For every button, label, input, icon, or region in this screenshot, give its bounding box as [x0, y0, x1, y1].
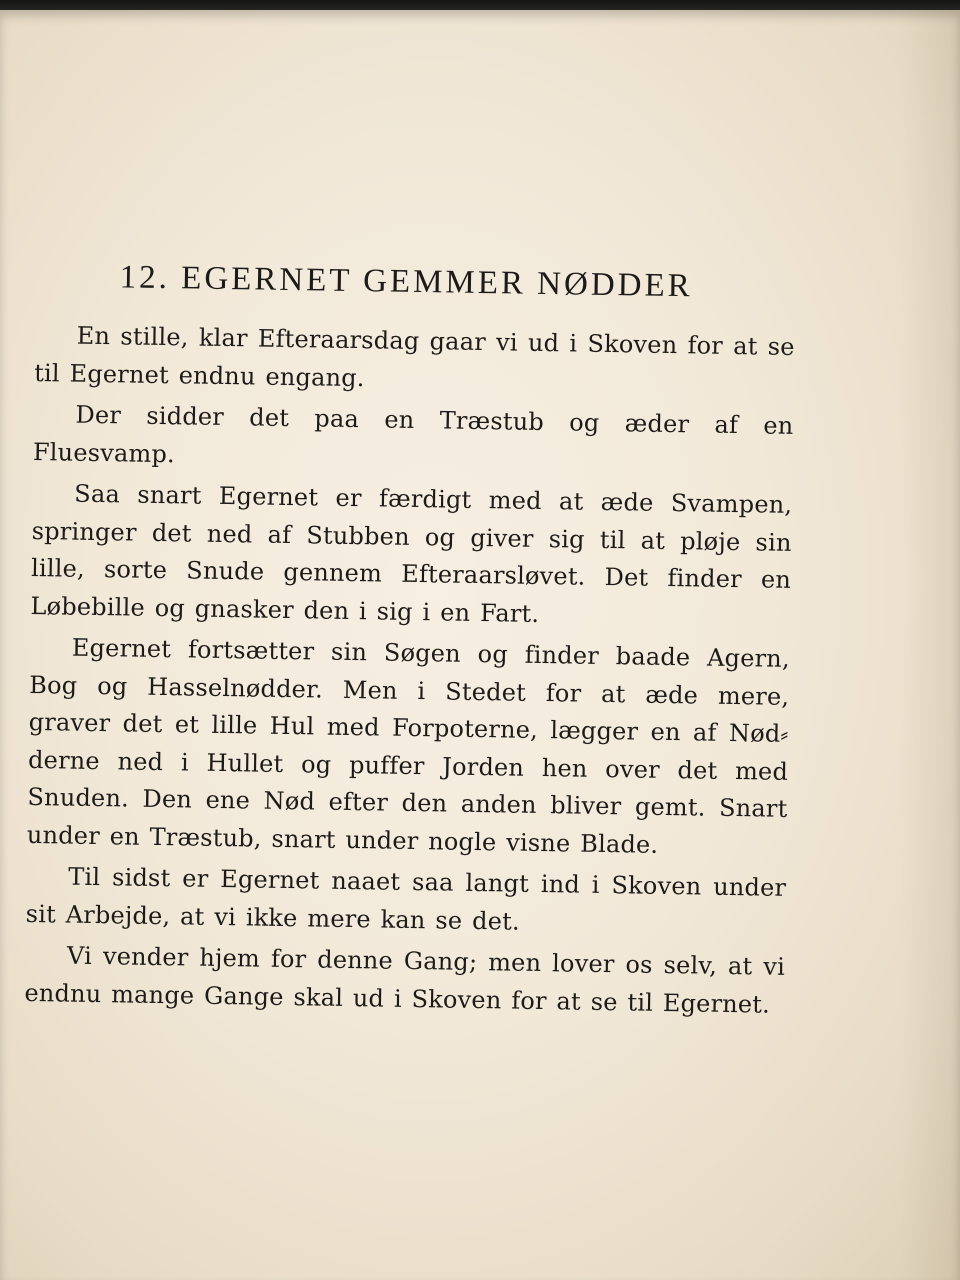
paragraph: Der sidder det paa en Træstub og æder af en Fluesvamp.: [32, 400, 794, 468]
book-page: [0, 10, 960, 1280]
chapter-heading: 12. EGERNET GEMMER NØDDER: [119, 259, 693, 305]
paragraph: Til sidst er Egernet naaet saa langt ind i Skoven under sit Arbejde, at vi ikke mere kan se det.: [25, 862, 787, 936]
paragraph: Vi vender hjem for denne Gang; men lover os selv, at vi endnu mange Gange skal ud i Skoven for at se til Egernet.: [24, 941, 786, 1019]
paragraph: Egernet fortsætter sin Søgen og finder baade Agern, Bog og Hasselnødder. Men i Stedet for at æde mere, graver det et lille Hul med Forpoterne, lægger en af Nød⸗derne ned i Hullet og puffer Jorden hen over det med Snuden. Den ene Nød efter den anden bliver gemt. Snart under en Træstub, snart under nogle visne Blade.: [26, 633, 791, 859]
chapter-text: [24, 258, 796, 1028]
paragraph: En stille, klar Efteraarsdag gaar vi ud i Skoven for at se til Egernet endnu engang.: [33, 321, 795, 392]
paragraph: Saa snart Egernet er færdigt med at æde Svampen, springer det ned af Stubben og giver sig til at pløje sin lille, sorte Snude gennem Efteraarsløvet. Det finder en Løbebille og gnasker den i sig i en Fart.: [30, 479, 793, 628]
